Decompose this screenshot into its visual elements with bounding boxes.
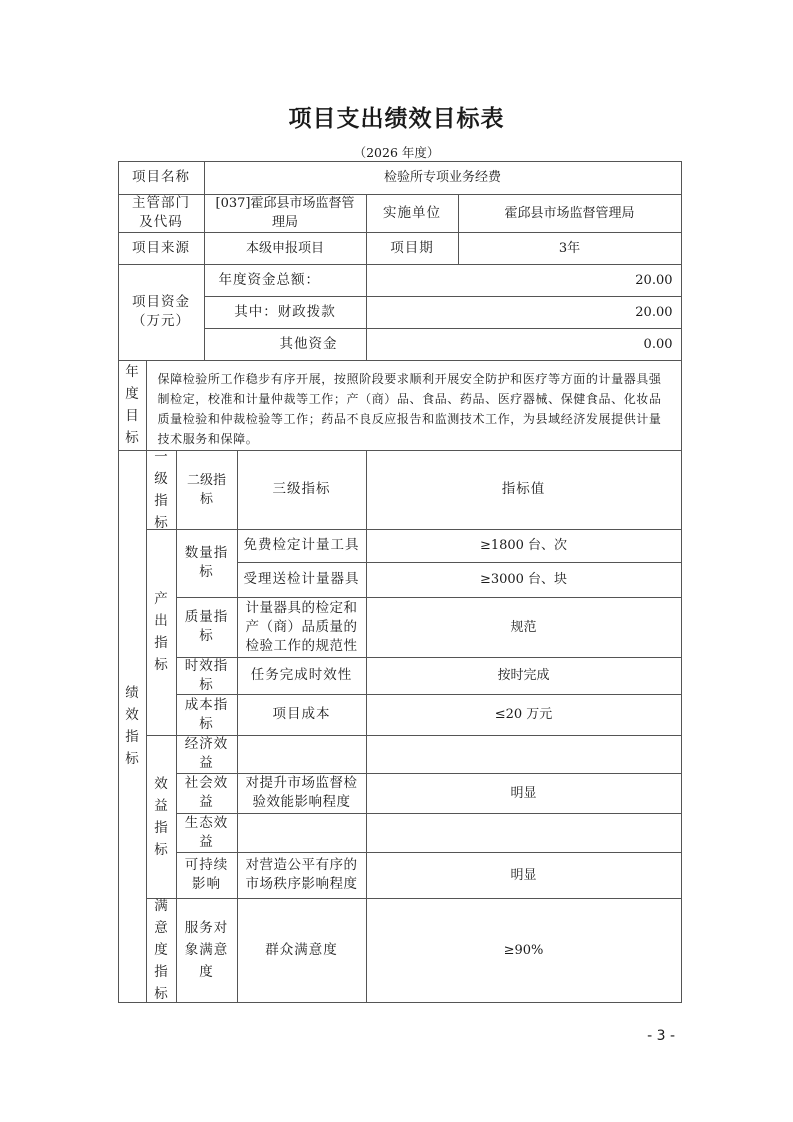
goal-text: 保障检验所工作稳步有序开展，按照阶段要求顺利开展安全防护和医疗等方面的计量器具强制检定，校准和计量仲裁等工作；产（商）品、食品、药品、医疗器械、保健食品、化妆品质量检验和仲裁检验等工作；药品不良反应报告和监测技术工作，为县域经济发展提供计量技术服务和保障。: [146, 360, 682, 451]
header-level2: 二级指标: [176, 450, 238, 530]
funds-total-value: 20.00: [366, 264, 682, 297]
cost-label: 成本指标: [176, 694, 238, 736]
sustain-value: 明显: [366, 852, 682, 899]
header-value: 指标值: [366, 450, 682, 530]
goal-label: 年度目标: [118, 360, 147, 451]
satisfaction-value: ≥90%: [366, 898, 682, 1003]
source-label: 项目来源: [118, 232, 205, 265]
project-name-value: 检验所专项业务经费: [204, 161, 682, 195]
quality-level3: 计量器具的检定和产（商）品质量的检验工作的规范性: [237, 597, 367, 658]
source-value: 本级申报项目: [204, 232, 367, 265]
period-label: 项目期: [366, 232, 459, 265]
social-label: 社会效益: [176, 773, 238, 814]
period-value: 3年: [458, 232, 682, 265]
eco-label: 生态效益: [176, 813, 238, 853]
cost-level3: 项目成本: [237, 694, 367, 736]
quality-label: 质量指标: [176, 597, 238, 658]
quantity-row-2-value: ≥3000 台、块: [366, 562, 682, 598]
year-subtitle: （2026 年度）: [353, 145, 440, 160]
quantity-row-2-level3: 受理送检计量器具: [237, 562, 367, 598]
dept-value: [037]霍邱县市场监督管理局: [204, 194, 367, 233]
header-level1: 一级指标: [146, 450, 177, 530]
funds-fiscal-value: 20.00: [366, 296, 682, 329]
impl-unit-label: 实施单位: [366, 194, 459, 233]
output-indicators-label: 产出指标: [146, 529, 177, 736]
quantity-row-1-level3: 免费检定计量工具: [237, 529, 367, 563]
funds-total-label: 年度资金总额：: [204, 264, 367, 297]
sustain-label: 可持续影响: [176, 852, 238, 899]
satisfaction-level3: 群众满意度: [237, 898, 367, 1003]
timeliness-level3: 任务完成时效性: [237, 657, 367, 695]
cost-value: ≤20 万元: [366, 694, 682, 736]
indicators-section-label: 绩效指标: [118, 450, 147, 1003]
quality-value: 规范: [366, 597, 682, 658]
satisfaction-indicators-label: 满意度指标: [146, 898, 177, 1003]
timeliness-label: 时效指标: [176, 657, 238, 695]
economic-level3: [237, 735, 367, 774]
social-level3: 对提升市场监督检验效能影响程度: [237, 773, 367, 814]
quantity-row-1-value: ≥1800 台、次: [366, 529, 682, 563]
page-number: - 3 -: [647, 1028, 675, 1044]
funds-other-value: 0.00: [366, 328, 682, 361]
timeliness-value: 按时完成: [366, 657, 682, 695]
funds-other-label: 其他资金: [204, 328, 367, 361]
project-name-label: 项目名称: [118, 161, 205, 195]
header-level3: 三级指标: [237, 450, 367, 530]
impl-unit-value: 霍邱县市场监督管理局: [458, 194, 682, 233]
funds-label: 项目资金（万元）: [118, 264, 205, 361]
social-value: 明显: [366, 773, 682, 814]
satisfaction-level2: 服务对象满意度: [176, 898, 238, 1003]
quantity-label: 数量指标: [176, 529, 238, 598]
eco-value: [366, 813, 682, 853]
economic-label: 经济效益: [176, 735, 238, 774]
dept-label: 主管部门及代码: [118, 194, 205, 233]
sustain-level3: 对营造公平有序的市场秩序影响程度: [237, 852, 367, 899]
economic-value: [366, 735, 682, 774]
benefit-indicators-label: 效益指标: [146, 735, 177, 899]
funds-fiscal-label: 其中：财政拨款: [204, 296, 367, 329]
eco-level3: [237, 813, 367, 853]
page-title: 项目支出绩效目标表: [288, 106, 505, 132]
